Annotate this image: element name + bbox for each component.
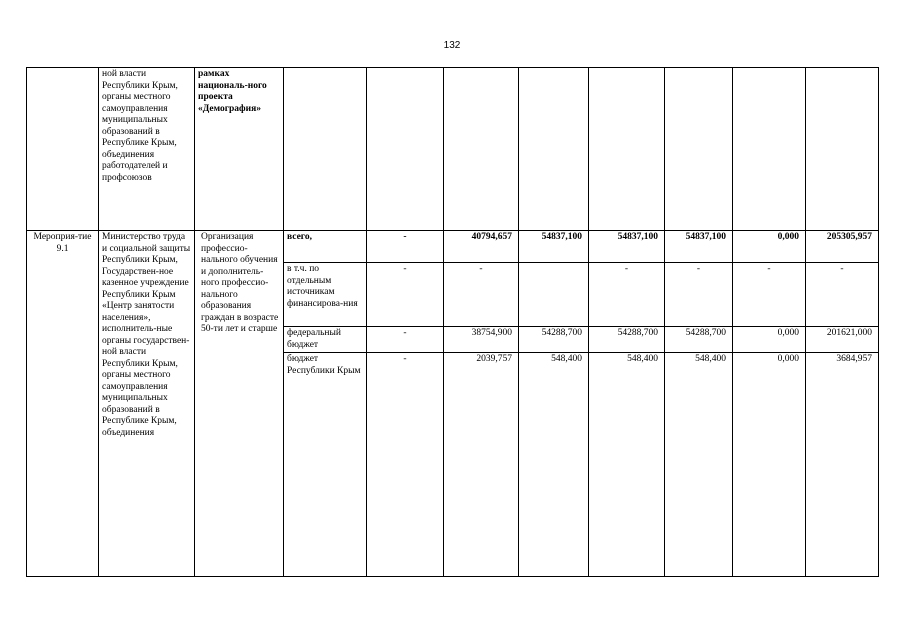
source-cell: бюджет Республики Крым xyxy=(284,353,367,577)
value-cell xyxy=(589,68,665,231)
event-code-cell: Мероприя-тие 9.1 xyxy=(27,231,99,577)
value-cell: 548,400 xyxy=(589,353,665,577)
value-cell: - xyxy=(806,263,879,327)
value-cell: 201621,000 xyxy=(806,327,879,353)
value-cell: - xyxy=(733,263,806,327)
value-cell xyxy=(806,68,879,231)
code-cell xyxy=(27,68,99,231)
value-cell: - xyxy=(444,263,519,327)
value-cell: - xyxy=(665,263,733,327)
value-cell xyxy=(733,68,806,231)
value-cell: 205305,957 xyxy=(806,231,879,263)
page-number: 132 xyxy=(443,40,461,51)
value-cell: - xyxy=(367,263,444,327)
value-cell: 40794,657 xyxy=(444,231,519,263)
value-cell: 38754,900 xyxy=(444,327,519,353)
value-cell: 54837,100 xyxy=(519,231,589,263)
source-cell: федеральный бюджет xyxy=(284,327,367,353)
event-executor-cell: Министерство труда и социальной защиты Республики Крым, Государствен-ное казенное учреждение Республики Крым «Центр занятости населения», исполнитель-ные органы государствен-ной власти Республики Крым, органы местного самоуправления муниципальных образований в Республике Крым, объединения xyxy=(99,231,195,577)
value-cell: - xyxy=(367,353,444,577)
table-row xyxy=(27,231,879,263)
source-cell xyxy=(284,68,367,231)
value-cell: 2039,757 xyxy=(444,353,519,577)
value-cell xyxy=(665,68,733,231)
value-cell: 0,000 xyxy=(733,231,806,263)
value-cell xyxy=(519,68,589,231)
project-cell: рамках националь-ного проекта «Демография» xyxy=(195,68,284,231)
continuation-row xyxy=(27,68,879,231)
source-cell: всего, xyxy=(284,231,367,263)
value-cell: 54288,700 xyxy=(519,327,589,353)
value-cell xyxy=(444,68,519,231)
value-cell: 54837,100 xyxy=(665,231,733,263)
value-cell: 54288,700 xyxy=(665,327,733,353)
executor-cell: ной власти Республики Крым, органы местного самоуправления муниципальных образований в Республике Крым, объединения работодателей и профсоюзов xyxy=(99,68,195,231)
value-cell: 548,400 xyxy=(519,353,589,577)
value-cell: 54288,700 xyxy=(589,327,665,353)
value-cell: 3684,957 xyxy=(806,353,879,577)
value-cell: 0,000 xyxy=(733,327,806,353)
value-cell: - xyxy=(367,231,444,263)
value-cell: 548,400 xyxy=(665,353,733,577)
value-cell: - xyxy=(589,263,665,327)
value-cell: - xyxy=(367,327,444,353)
event-name-cell: Организация профессио-нального обучения и дополнитель-ного профессио-нального образования граждан в возрасте 50-ти лет и старше xyxy=(195,231,284,577)
source-cell: в т.ч. по отдельным источникам финансирова-ния xyxy=(284,263,367,327)
value-cell: 0,000 xyxy=(733,353,806,577)
funding-table xyxy=(26,67,879,577)
value-cell xyxy=(367,68,444,231)
value-cell: 54837,100 xyxy=(589,231,665,263)
value-cell xyxy=(519,263,589,327)
